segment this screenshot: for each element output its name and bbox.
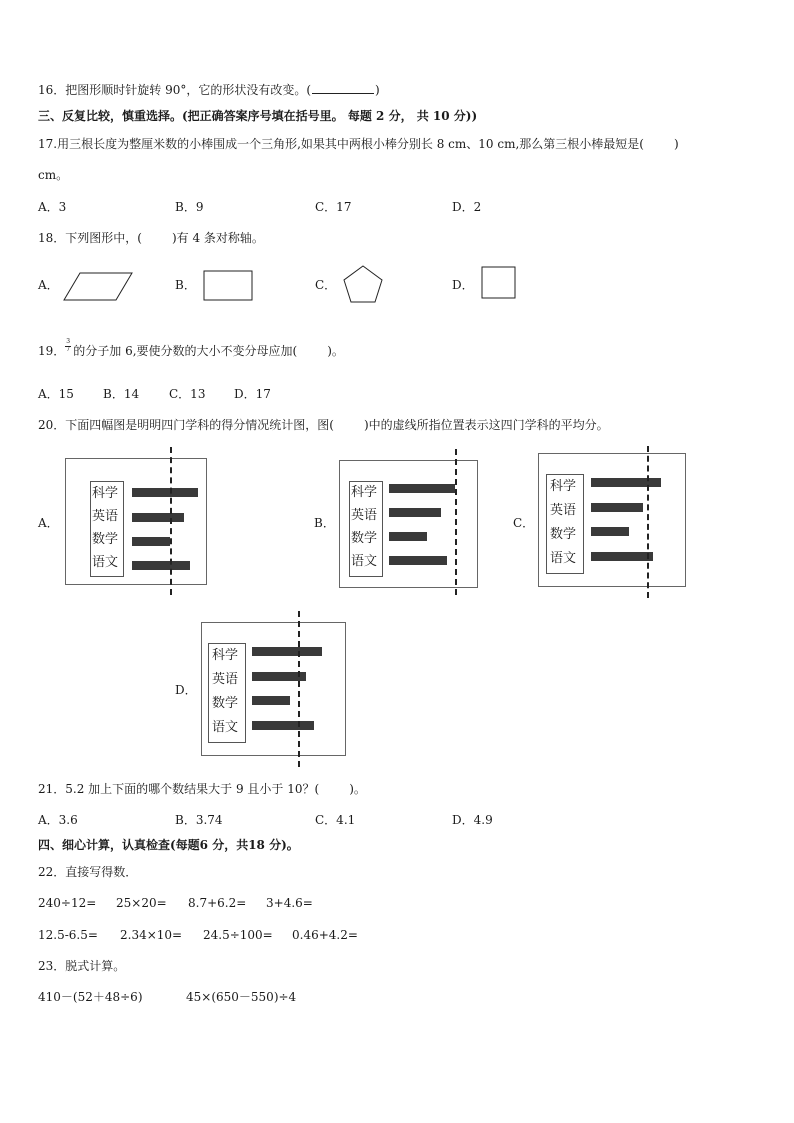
calc-item: 45×(650－550)÷4 — [186, 990, 297, 1004]
q21-option-a[interactable]: A．3.6 — [38, 813, 78, 827]
bar-b-3 — [389, 556, 447, 565]
q16-text: 16．把图形顺时针旋转 90°，它的形状没有改变。( — [38, 83, 312, 97]
subject-label: 科学 — [549, 479, 576, 494]
bar-b-0 — [389, 484, 455, 493]
bar-a-3 — [132, 561, 190, 570]
q19-option-c[interactable]: C．13 — [169, 387, 206, 401]
q17-option-b[interactable]: B．9 — [175, 200, 204, 214]
q19-option-a[interactable]: A．15 — [38, 387, 74, 401]
bar-d-0 — [252, 647, 322, 656]
q20-option-b[interactable]: B． — [314, 516, 335, 530]
subject-label: 英语 — [549, 503, 576, 518]
subject-label: 语文 — [549, 551, 576, 566]
question-20: 20．下面四幅图是明明四门学科的得分情况统计图，图( )中的虚线所指位置表示这四门学科的平均分。 — [38, 418, 609, 432]
subject-label: 科学 — [211, 648, 238, 663]
q18-option-d[interactable]: D． — [452, 278, 474, 292]
question-19: 19． 3 7 的分子加 6,要使分数的大小不变分母应加( )。 — [38, 338, 344, 358]
subject-label: 语文 — [350, 554, 377, 569]
bar-c-1 — [591, 503, 643, 512]
calc-item: 3+4.6= — [266, 896, 313, 910]
q17-option-a[interactable]: A．3 — [38, 200, 67, 214]
question-23: 23．脱式计算。 — [38, 959, 126, 973]
q19-option-b[interactable]: B．14 — [103, 387, 140, 401]
q17-unit: cm。 — [38, 168, 69, 182]
section-4-title: 四、细心计算，认真检查(每题6 分，共18 分)。 — [38, 838, 299, 852]
calc-item: 25×20= — [116, 896, 167, 910]
subject-label: 英语 — [211, 672, 238, 687]
subject-label: 科学 — [350, 485, 377, 500]
q20-option-c[interactable]: C． — [513, 516, 535, 530]
rectangle-icon — [203, 270, 253, 301]
question-18: 18．下列图形中，( )有 4 条对称轴。 — [38, 231, 264, 245]
q17-option-c[interactable]: C．17 — [315, 200, 352, 214]
q16-answer-blank[interactable] — [312, 82, 374, 94]
average-dashed-line-b — [455, 449, 457, 595]
subject-label: 数学 — [350, 531, 377, 546]
calc-item: 24.5÷100= — [203, 928, 273, 942]
q21-option-d[interactable]: D．4.9 — [452, 813, 493, 827]
calc-item: 8.7+6.2= — [188, 896, 247, 910]
bar-a-0 — [132, 488, 198, 497]
subject-label: 语文 — [91, 555, 118, 570]
subject-label: 数学 — [549, 527, 576, 542]
subject-label: 科学 — [91, 486, 118, 501]
section-3-title: 三、反复比较，慎重选择。(把正确答案序号填在括号里。 每题 2 分， 共 10 分)) — [38, 109, 478, 123]
bar-b-2 — [389, 532, 427, 541]
subject-label: 英语 — [350, 508, 377, 523]
average-dashed-line-a — [170, 447, 172, 595]
q21-option-c[interactable]: C．4.1 — [315, 813, 356, 827]
chart-a — [65, 458, 207, 585]
bar-d-2 — [252, 696, 290, 705]
bar-c-0 — [591, 478, 661, 487]
question-21: 21．5.2 加上下面的哪个数结果大于 9 且小于 10？( )。 — [38, 782, 366, 796]
q20-option-d[interactable]: D． — [175, 683, 197, 697]
parallelogram-icon — [62, 272, 134, 302]
question-16: 16．把图形顺时针旋转 90°，它的形状没有改变。( ) — [38, 83, 380, 97]
bar-d-3 — [252, 721, 314, 730]
q18-option-a[interactable]: A． — [38, 278, 59, 292]
calc-item: 410－(52＋48÷6) — [38, 990, 143, 1004]
q17-text: 17.用三根长度为整厘米数的小棒围成一个三角形,如果其中两根小棒分别长 8 cm、10 cm,那么第三根小棒最短是( — [38, 137, 644, 151]
q19-option-d[interactable]: D．17 — [234, 387, 271, 401]
average-dashed-line-d — [298, 611, 300, 767]
q18-option-b[interactable]: B． — [175, 278, 196, 292]
calc-item: 0.46+4.2= — [292, 928, 358, 942]
calc-item: 240÷12= — [38, 896, 97, 910]
question-22: 22．直接写得数． — [38, 865, 138, 879]
q19-fraction: 3 7 — [66, 338, 71, 353]
bar-b-1 — [389, 508, 441, 517]
subject-label: 数学 — [211, 696, 238, 711]
question-17: 17.用三根长度为整厘米数的小棒围成一个三角形,如果其中两根小棒分别长 8 cm、10 cm,那么第三根小棒最短是( ) — [38, 137, 679, 151]
q18-option-c[interactable]: C． — [315, 278, 337, 292]
chart-c — [538, 453, 686, 587]
pentagon-icon — [341, 264, 385, 304]
q20-option-a[interactable]: A． — [38, 516, 59, 530]
chart-b — [339, 460, 478, 588]
calc-item: 12.5-6.5= — [38, 928, 98, 942]
subject-label: 语文 — [211, 720, 238, 735]
subject-label: 英语 — [91, 509, 118, 524]
square-icon — [481, 266, 516, 299]
chart-d — [201, 622, 346, 756]
q17-option-d[interactable]: D．2 — [452, 200, 482, 214]
bar-a-2 — [132, 537, 170, 546]
bar-a-1 — [132, 513, 184, 522]
subject-label: 数学 — [91, 532, 118, 547]
bar-c-2 — [591, 527, 629, 536]
q21-option-b[interactable]: B．3.74 — [175, 813, 223, 827]
calc-item: 2.34×10= — [120, 928, 183, 942]
average-dashed-line-c — [647, 446, 649, 598]
bar-c-3 — [591, 552, 653, 561]
